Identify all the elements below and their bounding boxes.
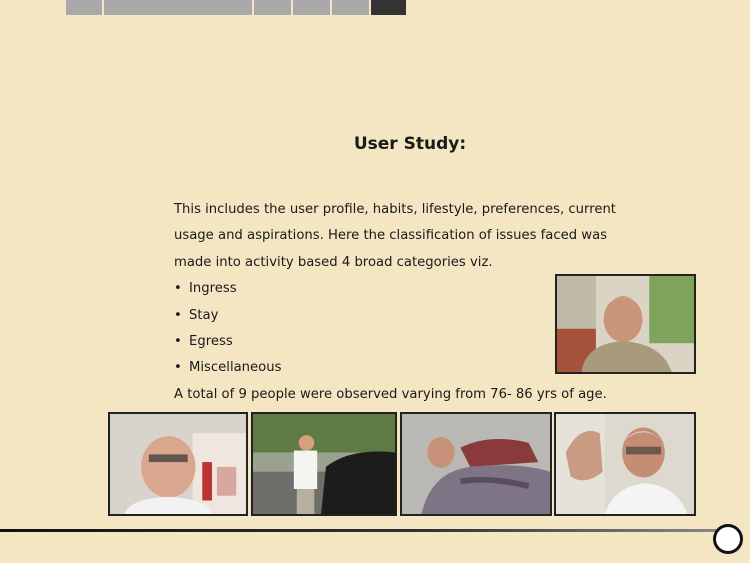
summary-text: A total of 9 people were observed varying from 76- 86 yrs of age. xyxy=(174,386,607,402)
nav-segment-6-active[interactable] xyxy=(371,0,408,15)
photo-man-beside-car xyxy=(251,412,397,516)
slide-title: User Study: xyxy=(353,134,467,154)
nav-segment-2[interactable] xyxy=(104,0,254,15)
nav-segment-4[interactable] xyxy=(293,0,332,15)
category-item-stay: • Stay xyxy=(174,303,644,329)
photo-man-gesturing xyxy=(554,412,696,516)
nav-segment-5[interactable] xyxy=(332,0,371,15)
category-item-miscellaneous: • Miscellaneous xyxy=(174,355,644,381)
category-item-egress: • Egress xyxy=(174,329,644,355)
nav-segment-3[interactable] xyxy=(254,0,293,15)
intro-paragraph: This includes the user profile, habits, lifestyle, preferences, current usage and aspirations. Here the classification of issues faced was made into activity based 4 broad categories viz. xyxy=(174,202,616,270)
footer-divider xyxy=(0,529,720,532)
slide-nav-circle-button[interactable] xyxy=(713,524,743,554)
portrait-photo-elderly-man xyxy=(555,274,696,374)
category-item-ingress: • Ingress xyxy=(174,276,644,302)
photo-smiling-man-outdoors xyxy=(108,412,248,516)
nav-segment-1[interactable] xyxy=(66,0,104,15)
photo-woman-reclining xyxy=(400,412,552,516)
top-navigation-bar xyxy=(66,0,408,15)
